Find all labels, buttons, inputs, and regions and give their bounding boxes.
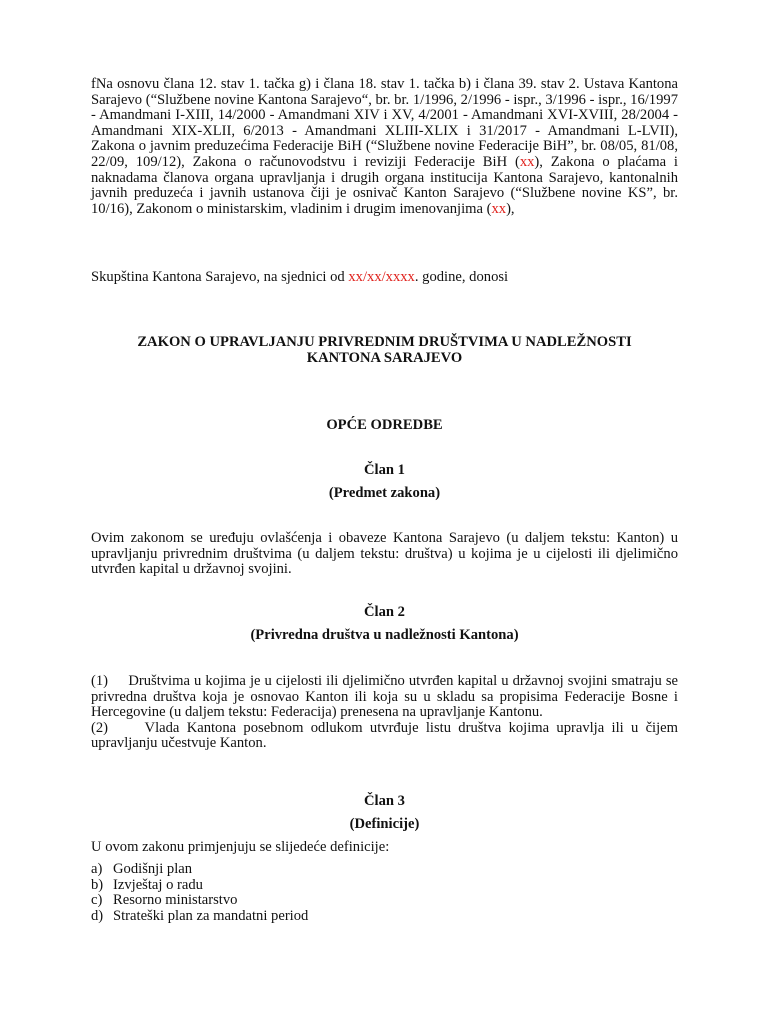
paragraph-number: (1)	[91, 673, 109, 689]
list-item	[91, 909, 678, 925]
paragraph-number: (2)	[91, 719, 109, 736]
assembly-text-before: Skupština Kantona Sarajevo, na sjednici od	[91, 269, 349, 285]
article-2-heading: Član 2	[364, 604, 405, 620]
definitions-list	[91, 862, 678, 924]
placeholder-xx-2: xx	[491, 200, 507, 217]
section-heading: OPĆE ODREDBE	[326, 417, 443, 433]
list-marker: a)	[91, 861, 103, 877]
preamble-text-3: ),	[506, 200, 515, 217]
article-2-paragraph-1	[91, 674, 678, 721]
assembly-text-after: . godine, donosi	[414, 269, 509, 285]
paragraph-text: Društvima u kojima je u cijelosti ili djelimično utvrđen kapital u državnoj svojini smatraju se privredna društva koja je osnovao Kanton ili koja su u skladu sa propisima Federacije Bosne i Hercegovine (u daljem tekstu: Federacija) prenesena na upravljanje Kantonu.	[91, 673, 678, 721]
article-2-subtitle: (Privredna društva u nadležnosti Kantona)	[250, 627, 519, 643]
list-marker: b)	[91, 876, 104, 893]
list-marker: d)	[91, 907, 104, 924]
article-3-subtitle: (Definicije)	[349, 816, 420, 832]
assembly-statement	[91, 270, 678, 286]
article-2-body	[91, 674, 678, 752]
list-item-text: Strateški plan za mandatni period	[113, 907, 309, 924]
article-1-subtitle: (Predmet zakona)	[328, 485, 441, 501]
article-1-text: Ovim zakonom se uređuju ovlašćenja i obaveze Kantona Sarajevo (u daljem tekstu: Kanton) u upravljanju privrednim društvima (u daljem tekstu: društva) u kojima je u cijelosti ili djelimično utvrđen kapital u državnoj svojini.	[91, 530, 678, 578]
list-item	[91, 893, 678, 909]
article-1-heading: Član 1	[364, 462, 405, 478]
paragraph-text: Vlada Kantona posebnom odlukom utvrđuje listu društva kojima upravlja ili u čijem upravljanju učestvuje Kanton.	[91, 719, 678, 752]
preamble-text-1: fNa osnovu člana 12. stav 1. tačka g) i člana 18. stav 1. tačka b) i člana 39. stav 2. Ustava Kantona Sarajevo (“Službene novine Kantona Sarajevo“, br. br. 1/1996, 2/1996 - ispr., 3/1996 - ispr., 16/1997 - Amandmani I-XIII, 14/2000 - Amandmani XIV i XV, 4/2001 - Amandmani XVI-XVIII, 28/2004 - Amandmani XIX-XLII, 6/2013 - Amandmani XLIII-XLIX i 31/2017 - Amandmani L-LVII), Zakona o javnim preduzećima Federacije BiH (“Službene novine Federacije BiH”, br. 08/05, 81/08, 22/09, 109/12), Zakona o računovodstvu i reviziji Federacije BiH (	[91, 76, 678, 170]
law-title-line-1: ZAKON O UPRAVLJANJU PRIVREDNIM DRUŠTVIMA U NADLEŽNOSTI	[137, 334, 632, 350]
placeholder-xx-1: xx	[519, 153, 535, 170]
list-item-text: Godišnji plan	[113, 861, 193, 877]
list-item-text: Izvještaj o radu	[113, 876, 203, 893]
preamble-text-2: ), Zakona o plaćama i naknadama članova organa upravljanja i drugih organa institucija Kantona Sarajevo, kantonalnih javnih preduzeća i javnih ustanova čiji je osnivač Kanton Sarajevo (“Službene novine KS”, br. 10/16), Zakonom o ministarskim, vladinim i drugim imenovanjima (	[91, 153, 678, 217]
list-item	[91, 878, 678, 894]
law-title-line-2: KANTONA SARAJEVO	[306, 349, 463, 366]
list-marker: c)	[91, 892, 103, 909]
list-item	[91, 862, 678, 878]
session-date-placeholder: xx/xx/xxxx	[348, 269, 415, 285]
law-title	[91, 335, 678, 366]
article-3-heading: Član 3	[364, 793, 405, 809]
list-item-text: Resorno ministarstvo	[113, 892, 238, 909]
preamble-paragraph	[91, 77, 678, 217]
article-2-paragraph-2	[91, 721, 678, 752]
article-3-intro: U ovom zakonu primjenjuju se slijedeće definicije:	[91, 839, 390, 855]
